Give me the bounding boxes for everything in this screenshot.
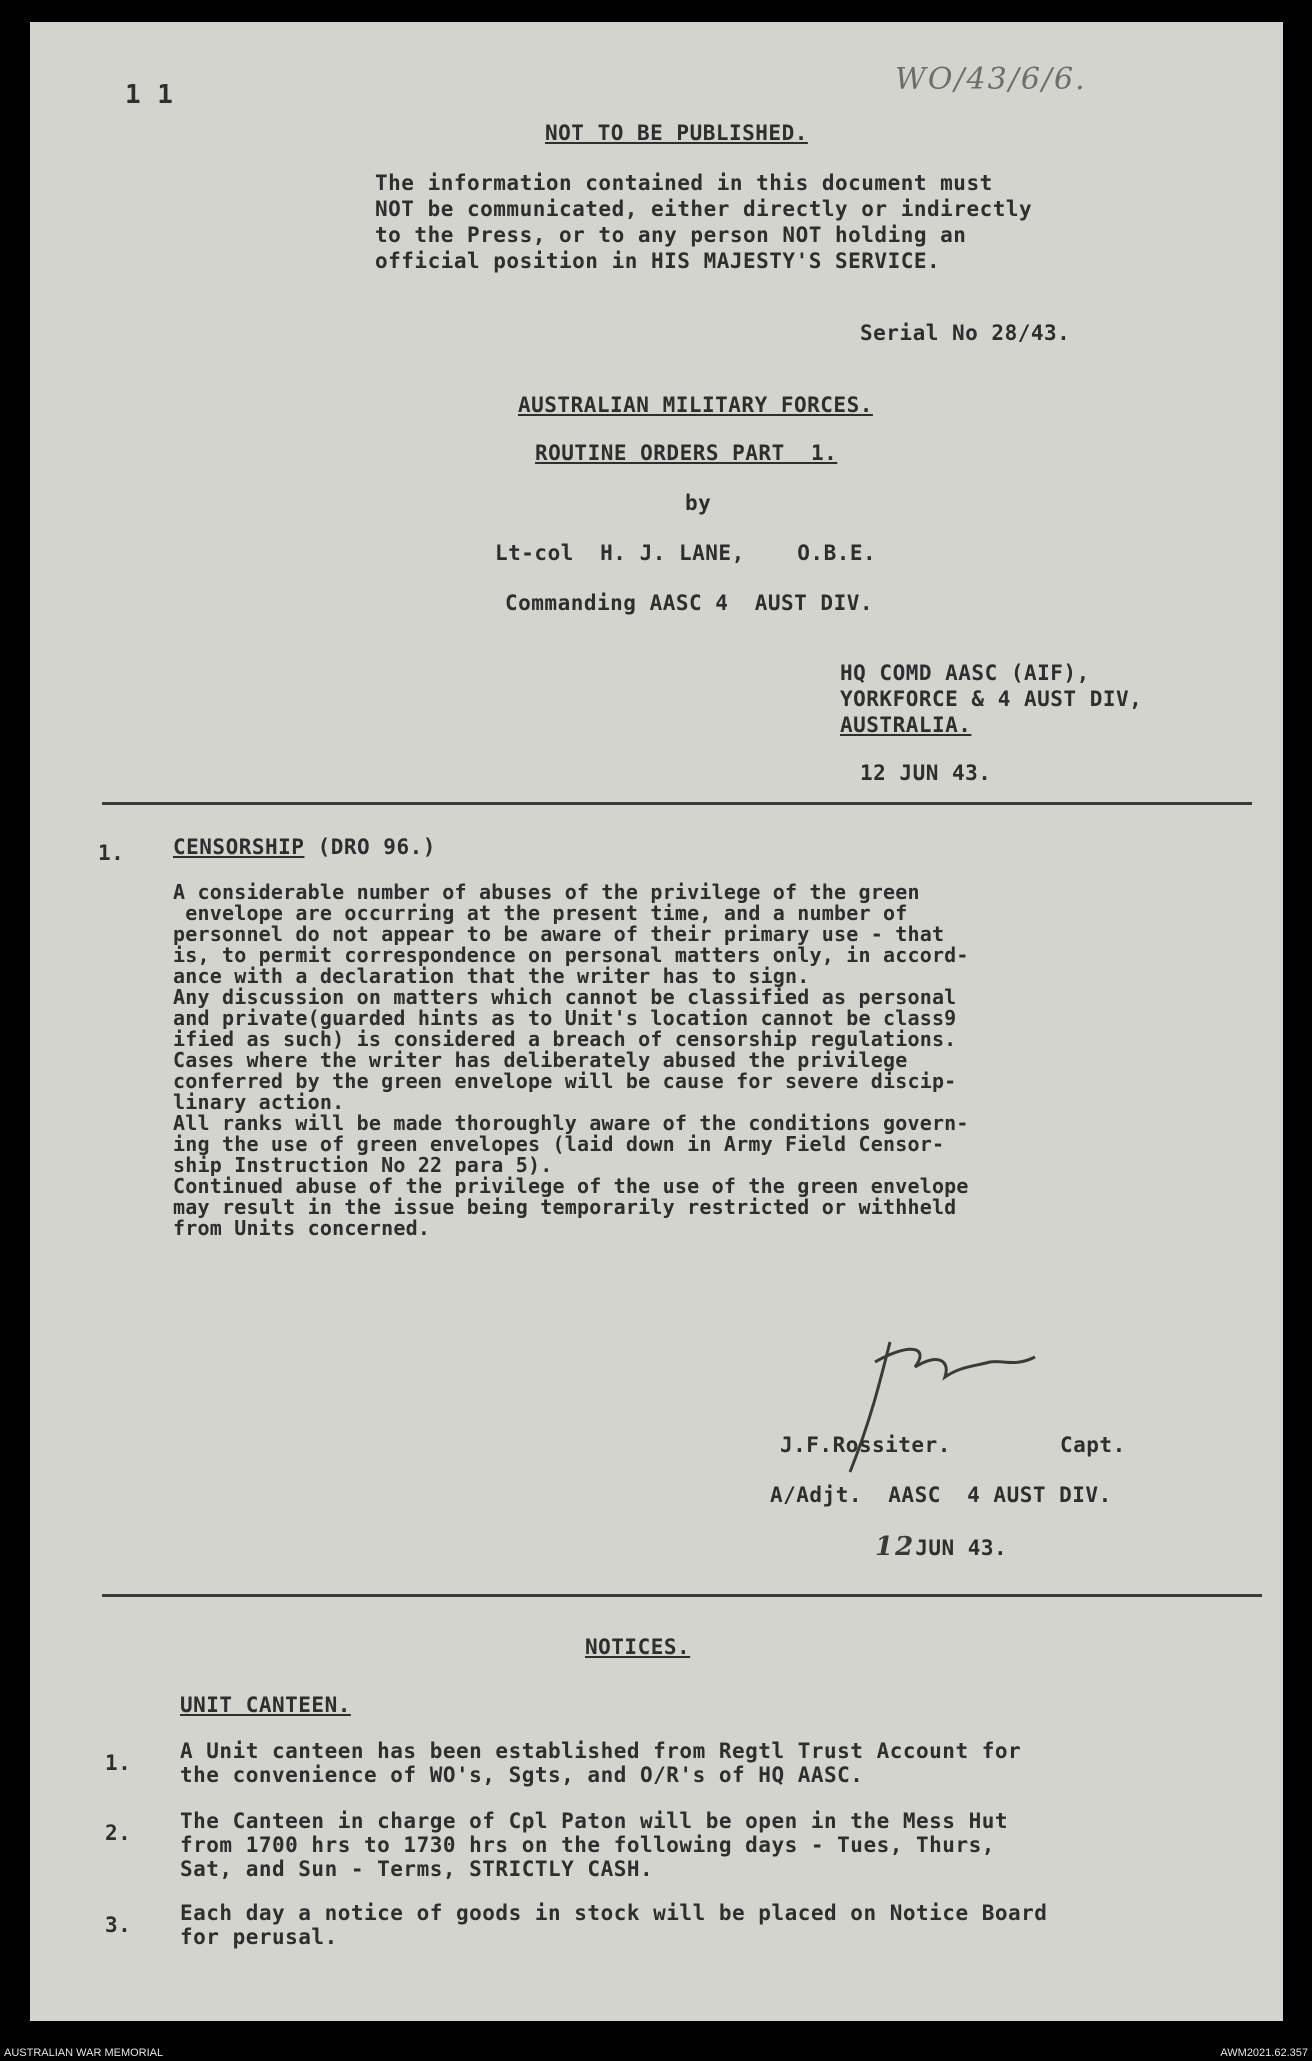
signature-scribble xyxy=(820,1322,1060,1482)
divider-rule xyxy=(102,802,1252,805)
censorship-heading: CENSORSHIP xyxy=(173,835,305,859)
notice-line: for perusal. xyxy=(180,1925,338,1949)
signature-date-row xyxy=(875,1534,1007,1561)
notice-line: the convenience of WO's, Sgts, and O/R's of HQ AASC. xyxy=(180,1763,864,1787)
body-line: All ranks will be made thoroughly aware of the conditions govern- xyxy=(173,1111,969,1135)
organisation-title: AUSTRALIAN MILITARY FORCES. xyxy=(518,393,873,417)
footer-accession: AWM2021.62.357 xyxy=(1220,2047,1308,2059)
restriction-line: The information contained in this document must xyxy=(375,171,993,195)
body-line: and private(guarded hints as to Unit's location cannot be class9 xyxy=(173,1006,957,1030)
body-line: from Units concerned. xyxy=(173,1216,431,1240)
restriction-line: NOT be communicated, either directly or indirectly xyxy=(375,197,1033,221)
body-line: Continued abuse of the privilege of the use of the green envelope xyxy=(173,1174,969,1198)
hq-address-line: YORKFORCE & 4 AUST DIV, xyxy=(840,687,1143,711)
commander-name: Lt-col H. J. LANE, O.B.E. xyxy=(495,541,877,565)
censorship-heading-row xyxy=(173,834,436,860)
hq-address-line: AUSTRALIA. xyxy=(840,713,972,737)
header-date: 12 JUN 43. xyxy=(860,761,992,785)
body-line: Any discussion on matters which cannot be classified as personal xyxy=(173,985,957,1009)
signatory-name: J.F.Rossiter. xyxy=(780,1433,951,1457)
body-line: personnel do not appear to be aware of their primary use - that xyxy=(173,922,945,946)
notice-line: Sat, and Sun - Terms, STRICTLY CASH. xyxy=(180,1857,654,1881)
divider-rule xyxy=(102,1594,1262,1597)
margin-marks: 1 1 xyxy=(125,80,174,110)
notice-number: 1. xyxy=(105,1751,132,1775)
notice-number: 3. xyxy=(105,1913,132,1937)
section-number: 1. xyxy=(98,841,125,865)
body-line: ance with a declaration that the writer has to sign. xyxy=(173,964,810,988)
signatory-appointment: A/Adjt. AASC 4 AUST DIV. xyxy=(770,1483,1112,1507)
body-line: Cases where the writer has deliberately abused the privilege xyxy=(173,1048,908,1072)
restriction-line: to the Press, or to any person NOT holding an xyxy=(375,223,967,247)
notice-line: from 1700 hrs to 1730 hrs on the following days - Tues, Thurs, xyxy=(180,1833,995,1857)
body-line: ified as such) is considered a breach of censorship regulations. xyxy=(173,1027,957,1051)
body-line: is, to permit correspondence on personal matters only, in accord- xyxy=(173,943,969,967)
orders-title: ROUTINE ORDERS PART 1. xyxy=(535,441,838,465)
body-line: envelope are occurring at the present time, and a number of xyxy=(173,901,908,925)
body-line: may result in the issue being temporarily restricted or withheld xyxy=(173,1195,957,1219)
hq-address-line: HQ COMD AASC (AIF), xyxy=(840,661,1090,685)
notice-line: The Canteen in charge of Cpl Paton will be open in the Mess Hut xyxy=(180,1809,1009,1833)
restriction-line: official position in HIS MAJESTY'S SERVICE. xyxy=(375,249,941,273)
signature-date-typed: JUN 43. xyxy=(915,1536,1008,1560)
body-line: ing the use of green envelopes (laid down in Army Field Censor- xyxy=(173,1132,945,1156)
body-line: conferred by the green envelope will be cause for severe discip- xyxy=(173,1069,957,1093)
body-line: A considerable number of abuses of the privilege of the green xyxy=(173,880,920,904)
censorship-reference: (DRO 96.) xyxy=(317,835,436,859)
commanding-line: Commanding AASC 4 AUST DIV. xyxy=(505,591,874,615)
body-line: linary action. xyxy=(173,1090,345,1114)
notice-number: 2. xyxy=(105,1821,132,1845)
censorship-body xyxy=(173,882,969,1239)
restriction-title: NOT TO BE PUBLISHED. xyxy=(545,121,808,145)
signatory-rank: Capt. xyxy=(1060,1433,1126,1457)
by-line: by xyxy=(685,491,712,515)
serial-number: Serial No 28/43. xyxy=(860,321,1071,345)
notice-line: A Unit canteen has been established from Regtl Trust Account for xyxy=(180,1739,1022,1763)
document-page xyxy=(30,22,1283,2021)
archive-reference-handwritten: WO/43/6/6. xyxy=(895,62,1087,97)
signature-date-handwritten: 12 xyxy=(875,1532,916,1562)
body-line: ship Instruction No 22 para 5). xyxy=(173,1153,553,1177)
footer-credit: AUSTRALIAN WAR MEMORIAL xyxy=(4,2047,164,2059)
notice-line: Each day a notice of goods in stock will be placed on Notice Board xyxy=(180,1901,1048,1925)
notices-title: NOTICES. xyxy=(585,1635,691,1659)
canteen-subheading: UNIT CANTEEN. xyxy=(180,1693,351,1717)
